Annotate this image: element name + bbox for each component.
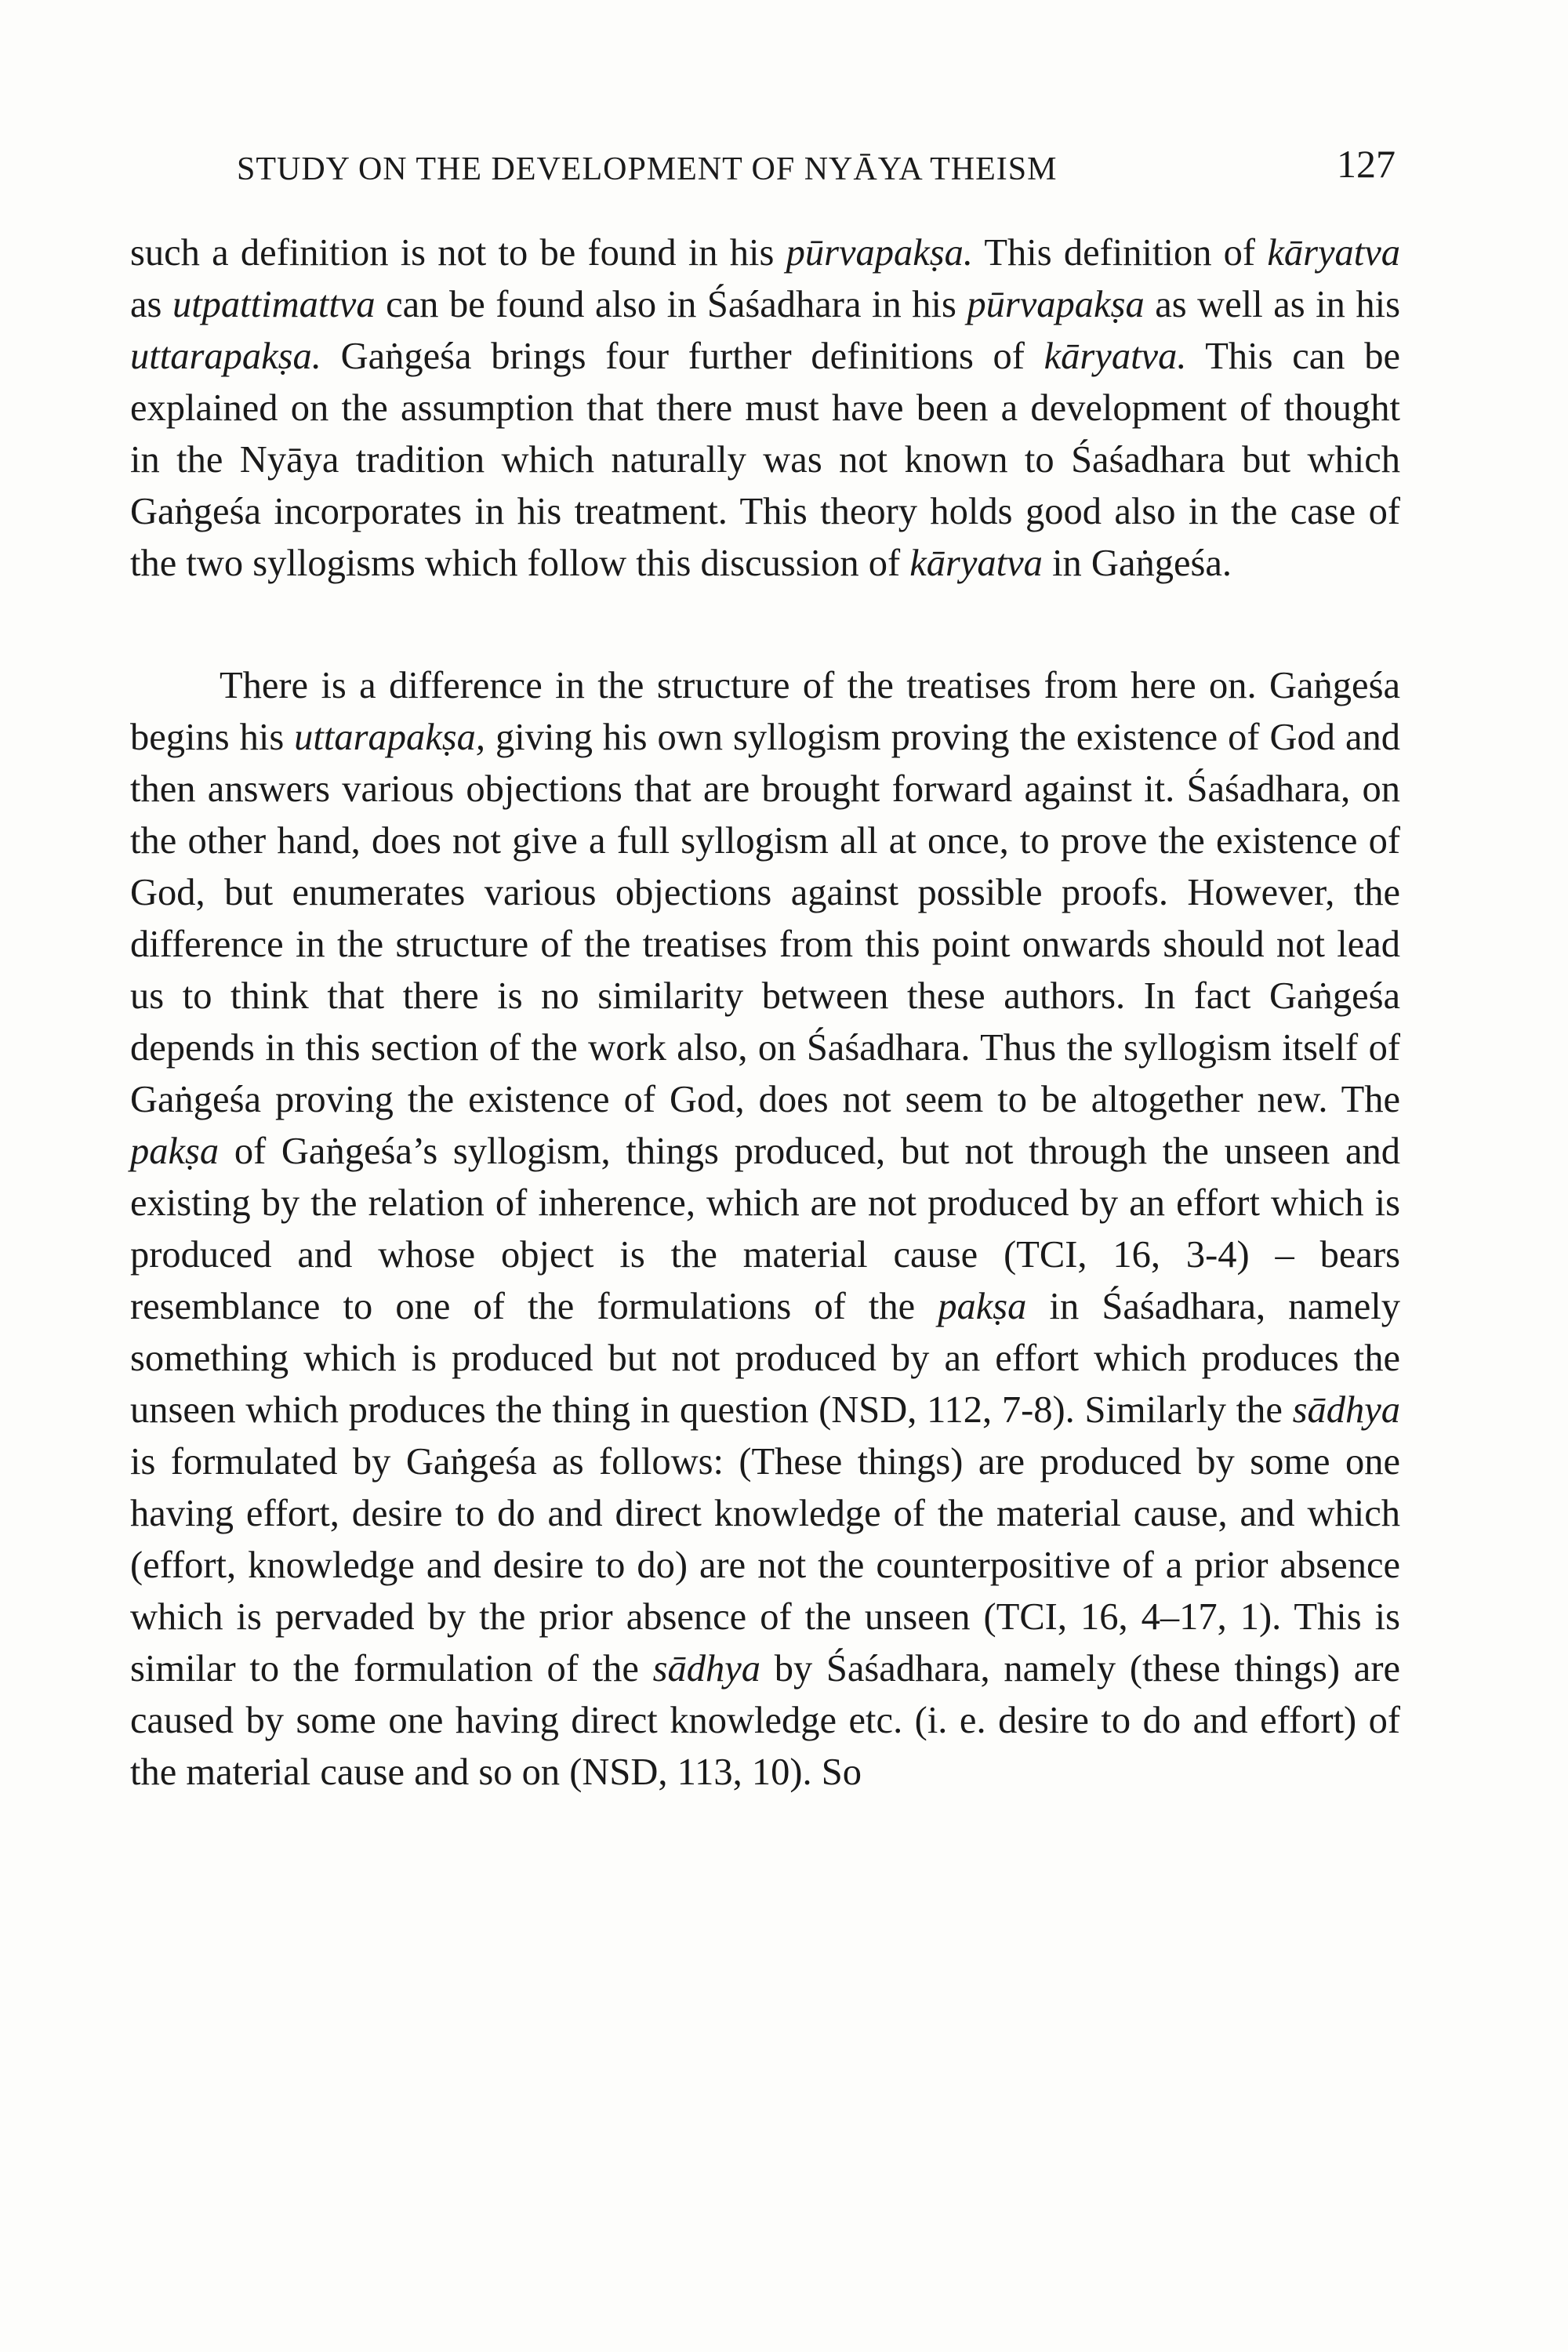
italic-term: kāryatva [909,543,1043,584]
italic-term: sādhya [652,1648,760,1690]
text-run: can be found also in Śaśadhara in his [375,284,967,325]
text-run: in Śaśadhara, namely something which is produced but not produced by an effort which produces the unseen which produces the thing in question (NSD, 112, 7-8). Similarly the [130,1286,1400,1431]
text-run: This definition of [973,232,1268,274]
text-run: of Gaṅgeśa’s syllogism, things produced, but not through the unseen and existing by the relation of inherence, which are not produced by an effort which is produced and whose object is the material cause (TCI, 16, 3-4) – bears resemblance to one of the formulations of the [130,1131,1400,1327]
running-head: STUDY ON THE DEVELOPMENT OF NYĀYA THEISM [237,151,1058,187]
text-run: is formulated by Gaṅgeśa as follows: (These things) are produced by some one having effort, desire to do and direct knowledge of the material cause, and which (effort, knowledge and desire to do) are not the counterpositive of a prior absence which is pervaded by the prior absence of the unseen (TCI, 16, 4–17, 1). This is similar to the formulation of the [130,1441,1400,1690]
paragraph-2 [130,660,1400,1798]
text-run: giving his own syllogism proving the existence of God and then answers various objections that are brought forward against it. Śaśadhara, on the other hand, does not give a full syllogism all at once, to prove the existence of God, but enumerates various objections against possible proofs. However, the difference in the structure of the treatises from this point onwards should not lead us to think that there is no similarity between these authors. In fact Gaṅgeśa depends in this section of the work also, on Śaśadhara. Thus the syllogism itself of Gaṅgeśa proving the existence of God, does not seem to be altogether new. The [130,717,1400,1120]
italic-term: kāryatva. [1044,336,1187,377]
text-run: This can be explained on the assumption that there must have been a development of thought in the Nyāya tradition which naturally was not known to Śaśadhara but which Gaṅgeśa incorporates in his treatment. This theory holds good also in the case of the two syllogisms which follow this discussion of [130,336,1400,584]
italic-term: pakṣa [938,1286,1027,1327]
text-run: Gaṅgeśa brings four further definitions of [321,336,1044,377]
paragraph-1 [130,227,1400,590]
text-run: as well as in his [1144,284,1400,325]
text-run: There is a difference in the structure of the treatises from here on. Gaṅgeśa begins his [130,665,1400,758]
text-run: by Śaśadhara, namely (these things) are caused by some one having direct knowledge etc. (i. e. desire to do and effort) of the material cause and so on (NSD, 113, 10). So [130,1648,1400,1793]
italic-term: pūrvapakṣa. [786,232,974,274]
text-run: such a definition is not to be found in his [130,232,786,274]
text-run: as [130,284,172,325]
italic-term: pūrvapakṣa [967,284,1145,325]
italic-term: utpattimattva [172,284,376,325]
body-text [130,227,1400,1798]
italic-term: kāryatva [1267,232,1401,274]
italic-term: uttarapakṣa, [294,717,486,758]
page-number: 127 [1337,142,1396,186]
text-run: in Gaṅgeśa. [1042,543,1232,584]
italic-term: uttarapakṣa. [130,336,321,377]
italic-term: pakṣa [130,1131,220,1172]
italic-term: sādhya [1292,1389,1400,1431]
page-header [141,141,1396,196]
